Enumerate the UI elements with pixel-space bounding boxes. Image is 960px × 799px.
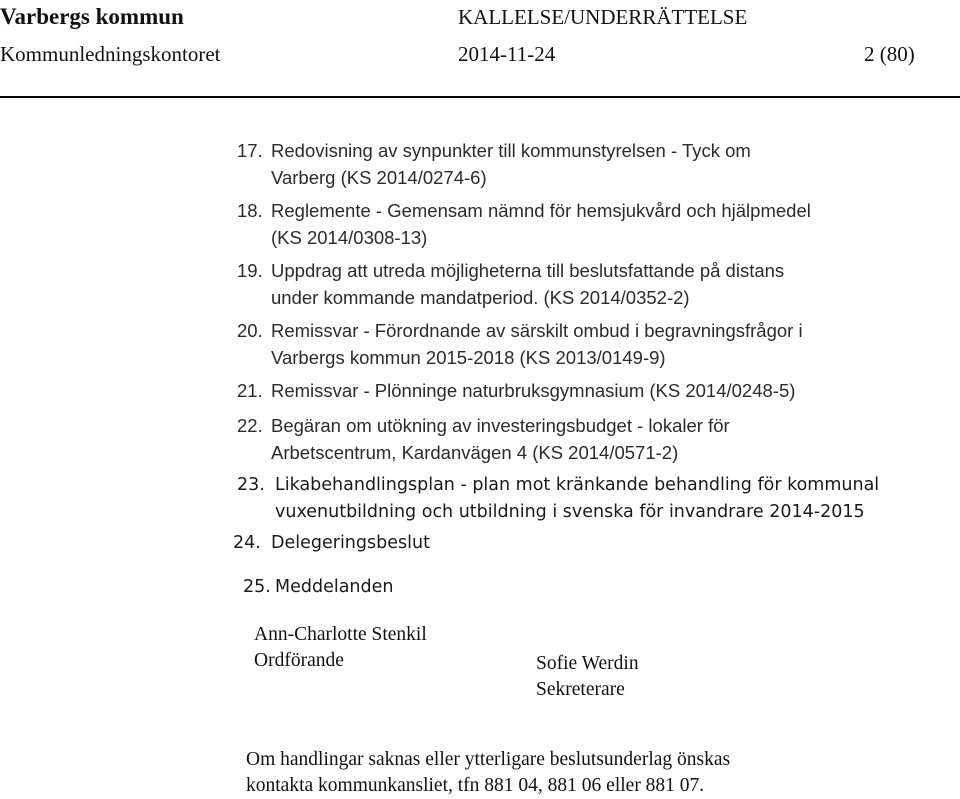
- header-divider: [0, 96, 960, 98]
- agenda-item-number: 23.: [237, 475, 265, 495]
- agenda-item-number: 20.: [237, 320, 263, 341]
- agenda-item-number: 24.: [233, 533, 261, 553]
- agenda-item-number: 21.: [237, 380, 263, 401]
- document-type: KALLELSE/UNDERRÄTTELSE: [458, 5, 748, 29]
- secretary-name: Sofie Werdin: [536, 653, 639, 674]
- document-date: 2014-11-24: [458, 42, 556, 66]
- agenda-item-text: vuxenutbildning och utbildning i svenska för invandrare 2014-2015: [275, 502, 865, 522]
- secretary-signature: [536, 651, 639, 703]
- agenda-item-text: under kommande mandatperiod. (KS 2014/0352-2): [271, 287, 690, 308]
- chair-signature: [254, 622, 427, 674]
- agenda-item-number: 25.: [243, 577, 271, 597]
- agenda-item-text: Uppdrag att utreda möjligheterna till beslutsfattande på distans: [271, 260, 785, 281]
- organization-name: Varbergs kommun: [0, 4, 184, 29]
- agenda-item-number: 22.: [237, 415, 263, 436]
- agenda-item-text: Remissvar - Förordnande av särskilt ombud i begravningsfrågor i: [271, 320, 803, 341]
- agenda-item-text: Varberg (KS 2014/0274-6): [271, 167, 487, 188]
- agenda-item-text: Arbetscentrum, Kardanvägen 4 (KS 2014/0571-2): [271, 442, 679, 463]
- page-number: 2 (80): [864, 42, 915, 66]
- agenda-item-text: Meddelanden: [275, 577, 394, 597]
- footer-line: Om handlingar saknas eller ytterligare beslutsunderlag önskas: [246, 749, 731, 770]
- agenda-item-text: Begäran om utökning av investeringsbudget - lokaler för: [271, 415, 730, 436]
- agenda-item-text: Remissvar - Plönninge naturbruksgymnasium (KS 2014/0248-5): [271, 380, 796, 401]
- agenda-item-text: Reglemente - Gemensam nämnd för hemsjukvård och hjälpmedel: [271, 200, 811, 221]
- chair-title: Ordförande: [254, 650, 344, 671]
- agenda-item-text: Likabehandlingsplan - plan mot kränkande behandling för kommunal: [275, 475, 880, 495]
- footer-note: [246, 747, 730, 799]
- department-name: Kommunledningskontoret: [0, 42, 221, 66]
- agenda-item-text: Delegeringsbeslut: [271, 533, 430, 553]
- agenda-item-text: Varbergs kommun 2015-2018 (KS 2013/0149-9): [271, 347, 666, 368]
- agenda-item-text: (KS 2014/0308-13): [271, 227, 428, 248]
- agenda-item-text: Redovisning av synpunkter till kommunstyrelsen - Tyck om: [271, 140, 751, 161]
- agenda-item-number: 18.: [237, 200, 263, 221]
- secretary-title: Sekreterare: [536, 679, 625, 700]
- footer-line: kontakta kommunkansliet, tfn 881 04, 881 06 eller 881 07.: [246, 775, 705, 796]
- agenda-item-number: 17.: [237, 140, 263, 161]
- agenda-item-number: 19.: [237, 260, 263, 281]
- chair-name: Ann-Charlotte Stenkil: [254, 624, 427, 645]
